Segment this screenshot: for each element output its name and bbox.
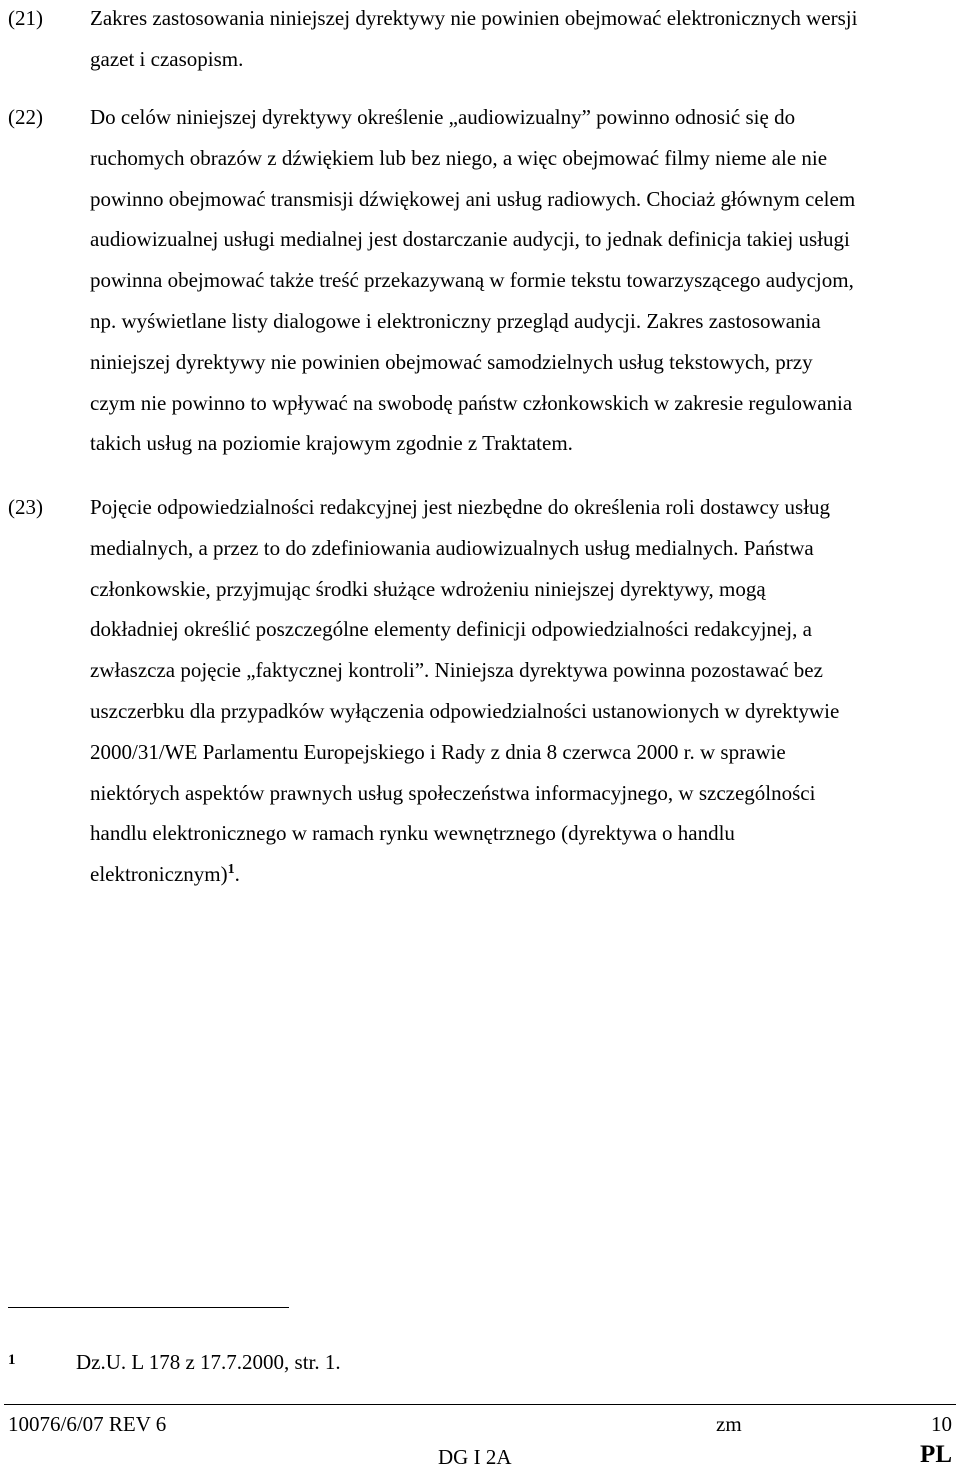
footer-department: DG I 2A [438, 1445, 512, 1469]
footnote-marker: 1 [8, 1352, 16, 1368]
paragraph-body [90, 97, 952, 464]
paragraph-number: (21) [8, 6, 43, 30]
text-line: handlu elektronicznego w ramach rynku wewnętrznego (dyrektywa o handlu [90, 821, 735, 846]
text-line: powinna obejmować także treść przekazywaną w formie tekstu towarzyszącego audycjom, [90, 268, 854, 293]
text-line: uszczerbku dla przypadków wyłączenia odpowiedzialności ustanowionych w dyrektywie [90, 698, 840, 723]
footnote-text: Dz.U. L 178 z 17.7.2000, str. 1. [76, 1350, 341, 1374]
text-line: medialnych, a przez to do zdefiniowania audiowizualnych usług medialnych. Państwa [90, 535, 814, 560]
footnote-separator [8, 1307, 289, 1308]
text-line: czym nie powinno to wpływać na swobodę państw członkowskich w zakresie regulowania [90, 390, 853, 415]
text-line: Do celów niniejszej dyrektywy określenie „audiowizualny” powinno odnosić się do [90, 105, 796, 129]
footer-language-code: PL [920, 1441, 952, 1468]
text-line-last [90, 854, 952, 895]
text-line: niektórych aspektów prawnych usług społeczeństwa informacyjnego, w szczególności [90, 780, 816, 805]
text-fragment: . [234, 862, 240, 887]
text-line: audiowizualnej usługi medialnej jest dostarczanie audycji, to jednak definicja takiej usługi [90, 227, 850, 252]
text-line: niniejszej dyrektywy nie powinien obejmować samodzielnych usług tekstowych, przy [90, 349, 813, 374]
text-line: takich usług na poziomie krajowym zgodnie z Traktatem. [90, 431, 573, 456]
paragraph-body [90, 0, 952, 80]
footnote-reference[interactable]: 1 [227, 862, 235, 878]
text-line: zwłaszcza pojęcie „faktycznej kontroli”. Niniejsza dyrektywa powinna pozostawać bez [90, 658, 823, 683]
text-line: dokładniej określić poszczególne elementy definicji odpowiedzialności redakcyjnej, a [90, 617, 812, 642]
paragraph-body [90, 487, 952, 895]
text-line: członkowskie, przyjmując środki służące wdrożeniu niniejszej dyrektywy, mogą [90, 576, 766, 601]
footer-initials: zm [716, 1412, 742, 1436]
footer-page-number: 10 [931, 1412, 952, 1436]
text-line: Zakres zastosowania niniejszej dyrektywy nie powinien obejmować elektronicznych wersji [90, 6, 858, 30]
text-line: 2000/31/WE Parlamentu Europejskiego i Rady z dnia 8 czerwca 2000 r. w sprawie [90, 739, 786, 764]
text-line: gazet i czasopism. [90, 46, 244, 71]
footer-separator [4, 1404, 956, 1405]
text-line: np. wyświetlane listy dialogowe i elektroniczny przegląd audycji. Zakres zastosowania [90, 308, 821, 333]
paragraph-number: (23) [8, 495, 43, 519]
text-line: Pojęcie odpowiedzialności redakcyjnej jest niezbędne do określenia roli dostawcy usług [90, 495, 831, 519]
text-line: powinno obejmować transmisji dźwiękowej ani usług radiowych. Chociaż głównym celem [90, 186, 856, 211]
footer-document-reference: 10076/6/07 REV 6 [8, 1412, 167, 1436]
text-line: ruchomych obrazów z dźwiękiem lub bez niego, a więc obejmować filmy nieme ale nie [90, 145, 828, 170]
text-fragment: elektronicznym) [90, 862, 228, 887]
paragraph-number: (22) [8, 105, 43, 129]
